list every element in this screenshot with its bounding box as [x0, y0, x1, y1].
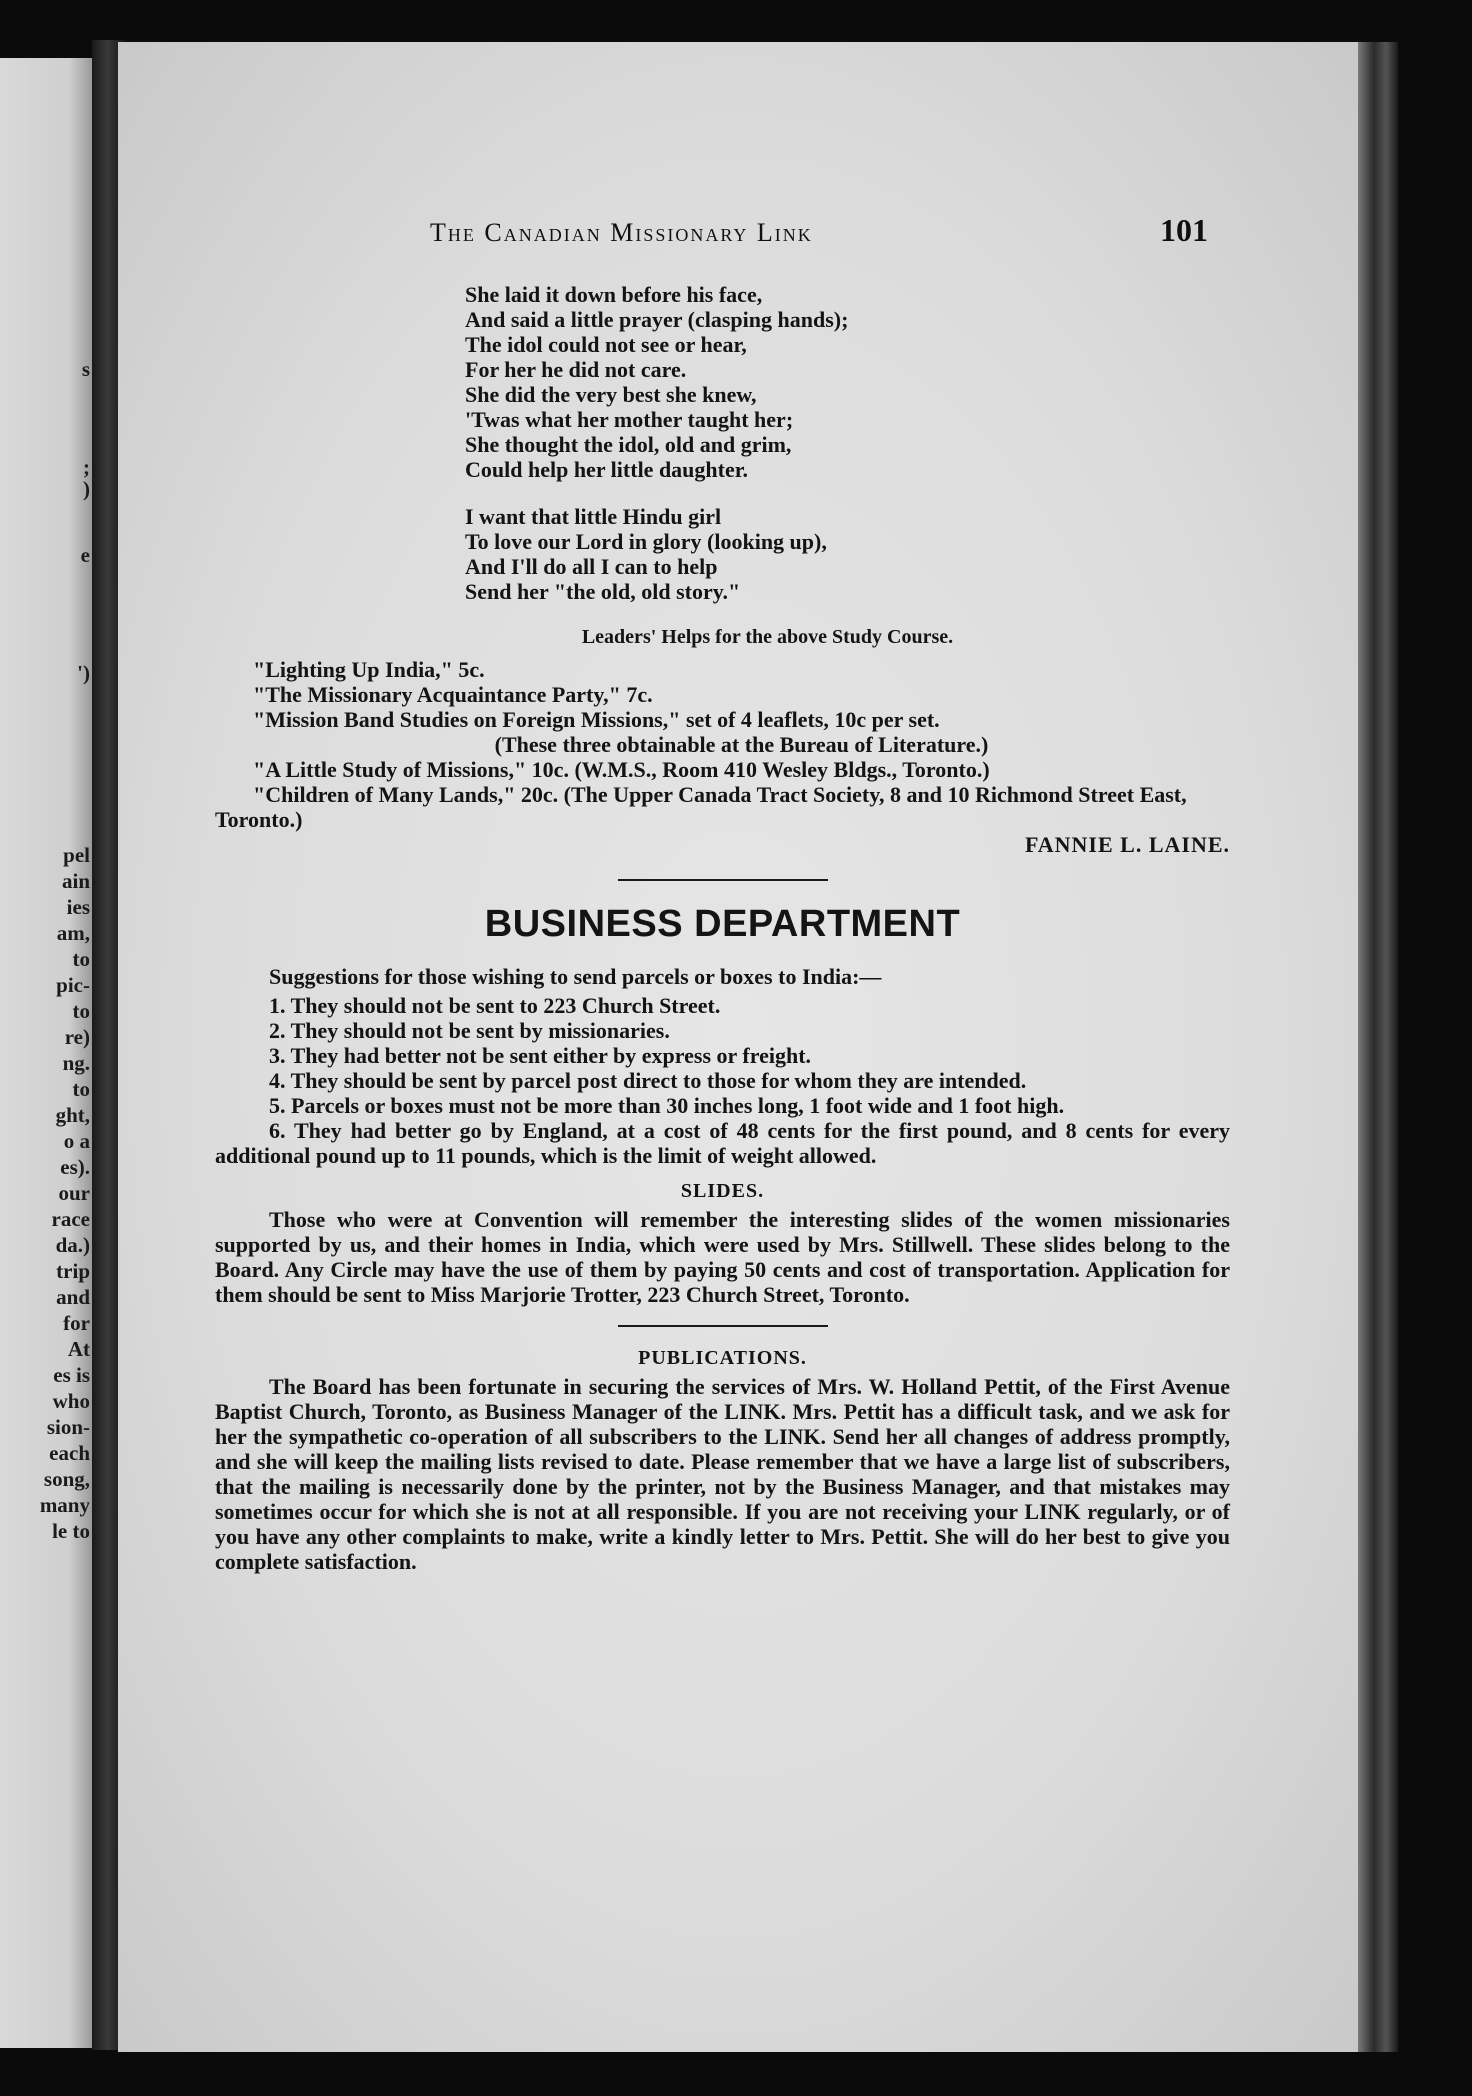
- text: letter to Mrs. Pettit. She will do her best to give you complete satisfaction.: [215, 1524, 1230, 1574]
- text: 1. They should: [269, 993, 412, 1018]
- fragment: ies: [66, 895, 90, 919]
- poem-line: She laid it down before his face,: [465, 282, 763, 307]
- suggestion-item: [215, 1018, 1230, 1043]
- fragment: and: [56, 1285, 90, 1309]
- running-header: [430, 218, 1230, 248]
- suggestion-item: 5. Parcels or boxes must not be more than 30 inches long, 1 foot wide and 1 foot high.: [269, 1093, 1065, 1118]
- fragment: many: [39, 1493, 90, 1517]
- fragment: for: [63, 1311, 90, 1335]
- suggestion-item: 6. They had better go by England, at a cost of 48 cents for the first pound, and 8 cents for every additional pound up to 11 pounds, which is the limit of weight allowed.: [215, 1118, 1230, 1168]
- text: be sent to 223 Church Street.: [443, 993, 721, 1018]
- text: direct to those for whom they are intended.: [617, 1068, 1027, 1093]
- leaders-helps-list: [215, 657, 1230, 857]
- emphasis: not: [411, 1018, 444, 1043]
- suggestions-intro: Suggestions for those wishing to send parcels or boxes to India:—: [269, 964, 882, 989]
- publications-title: PUBLICATIONS.: [638, 1347, 807, 1369]
- text: 4. They should be sent by: [269, 1068, 512, 1093]
- fragment: pic-: [56, 973, 90, 997]
- reference-item: "Children of Many Lands," 20c. (The Upper Canada Tract Society, 8 and 10 Richmond Street East, Toronto.): [215, 782, 1187, 832]
- fragment: le to: [52, 1519, 90, 1543]
- poem-line: The idol could not see or hear,: [465, 332, 747, 357]
- poem: [465, 282, 1230, 604]
- poem-stanza: [465, 504, 1230, 604]
- emphasis: kindly: [671, 1524, 734, 1549]
- poem-line: To love our Lord in glory (looking up),: [465, 529, 827, 554]
- fragment: race: [51, 1207, 90, 1231]
- emphasis: parcel post: [511, 1068, 618, 1093]
- slides-paragraph: Those who were at Convention will remember the interesting slides of the women missionaries supported by us, and their homes in India, which were used by Mrs. Stillwell. These slides belong to the Board. Any Circle may have the use of them by paying 50 cents and cost of transportation. Application for them should be sent to Miss Marjorie Trotter, 223 Church Street, Toronto.: [215, 1207, 1230, 1307]
- poem-line: And said a little prayer (clasping hands);: [465, 307, 849, 332]
- publications-paragraph: [215, 1374, 1230, 1574]
- slides-title: SLIDES.: [680, 1180, 765, 1202]
- previous-page-text-fragments: [0, 0, 90, 2096]
- poem-line: Could help her little daughter.: [465, 457, 748, 482]
- fragment: ;: [83, 455, 90, 479]
- fragment: our: [58, 1181, 90, 1205]
- fragment: pel: [63, 843, 90, 867]
- poem-line: She did the very best she knew,: [465, 382, 757, 407]
- poem-line: She thought the idol, old and grim,: [465, 432, 792, 457]
- suggestion-item: 3. They had better not be sent either by express or freight.: [269, 1043, 812, 1068]
- fragment: da.): [55, 1233, 90, 1257]
- reference-item: "The Missionary Acquaintance Party," 7c.: [253, 682, 653, 707]
- fragment: es is: [53, 1363, 90, 1387]
- poem-line: 'Twas what her mother taught her;: [465, 407, 794, 432]
- author-signature: FANNIE L. LAINE.: [1024, 832, 1230, 857]
- fragment: At: [67, 1337, 90, 1361]
- page-content: [215, 282, 1230, 1574]
- reference-item: "A Little Study of Missions," 10c. (W.M.S., Room 410 Wesley Bldgs., Toronto.): [253, 757, 990, 782]
- fragment: ng.: [62, 1051, 90, 1075]
- fragment: ght,: [55, 1103, 90, 1127]
- section-divider: [618, 1325, 828, 1327]
- text: 2. They should: [269, 1018, 412, 1043]
- fragment: ): [83, 477, 90, 501]
- text: The Board has been fortunate in securing the services of Mrs. W. Holland Pettit, of the First Avenue Baptist Church, Toronto, as Business Manager of the LINK. Mrs. Pettit has a difficult task, and we ask for her the sympathetic co-operation of all subscribers to the LINK. Send her all changes of address promptly, and she will keep the mailing lists revised to date. Please remember that we have a large list of subscribers, that the mailing is necessarily done by the printer, not by the Business Manager, and that mistakes may sometimes occur for which she is not at all responsible. If you are not receiving your LINK regularly, or of you have any other complaints to make, write a: [215, 1374, 1230, 1549]
- fragment: ain: [61, 869, 90, 893]
- running-title: The Canadian Missionary Link: [430, 218, 813, 247]
- page-number: 101: [1160, 212, 1208, 248]
- emphasis: not: [411, 993, 444, 1018]
- poem-line: Send her "the old, old story.": [465, 579, 741, 604]
- fragment: song,: [43, 1467, 90, 1491]
- fragment: to: [72, 1077, 90, 1101]
- fragment: '): [77, 661, 90, 685]
- section-divider: [618, 879, 828, 881]
- page-edge: [1358, 42, 1398, 2052]
- fragment: re): [64, 1025, 90, 1049]
- leaders-helps-title: Leaders' Helps for the above Study Course.: [581, 626, 954, 648]
- fragment: o a: [63, 1129, 90, 1153]
- fragment: who: [52, 1389, 90, 1413]
- fragment: each: [49, 1441, 90, 1465]
- reference-note: (These three obtainable at the Bureau of Literature.): [494, 732, 989, 757]
- fragment: trip: [56, 1259, 90, 1283]
- suggestion-item: [215, 993, 1230, 1018]
- business-department-title: BUSINESS DEPARTMENT: [484, 903, 961, 945]
- suggestion-item: [215, 1068, 1230, 1093]
- poem-line: I want that little Hindu girl: [465, 504, 722, 529]
- fragment: es).: [60, 1155, 90, 1179]
- poem-stanza: [465, 282, 1230, 482]
- fragment: to: [72, 947, 90, 971]
- fragment: am,: [56, 921, 90, 945]
- suggestions-list: [215, 993, 1230, 1168]
- fragment: e: [80, 543, 90, 567]
- fragment: s: [81, 357, 90, 381]
- fragment: to: [72, 999, 90, 1023]
- fragment: sion-: [46, 1415, 90, 1439]
- text: be sent by missionaries.: [443, 1018, 670, 1043]
- reference-item: "Mission Band Studies on Foreign Missions," set of 4 leaflets, 10c per set.: [253, 707, 940, 732]
- poem-line: And I'll do all I can to help: [465, 554, 718, 579]
- reference-item: "Lighting Up India," 5c.: [253, 657, 485, 682]
- poem-line: For her he did not care.: [465, 357, 687, 382]
